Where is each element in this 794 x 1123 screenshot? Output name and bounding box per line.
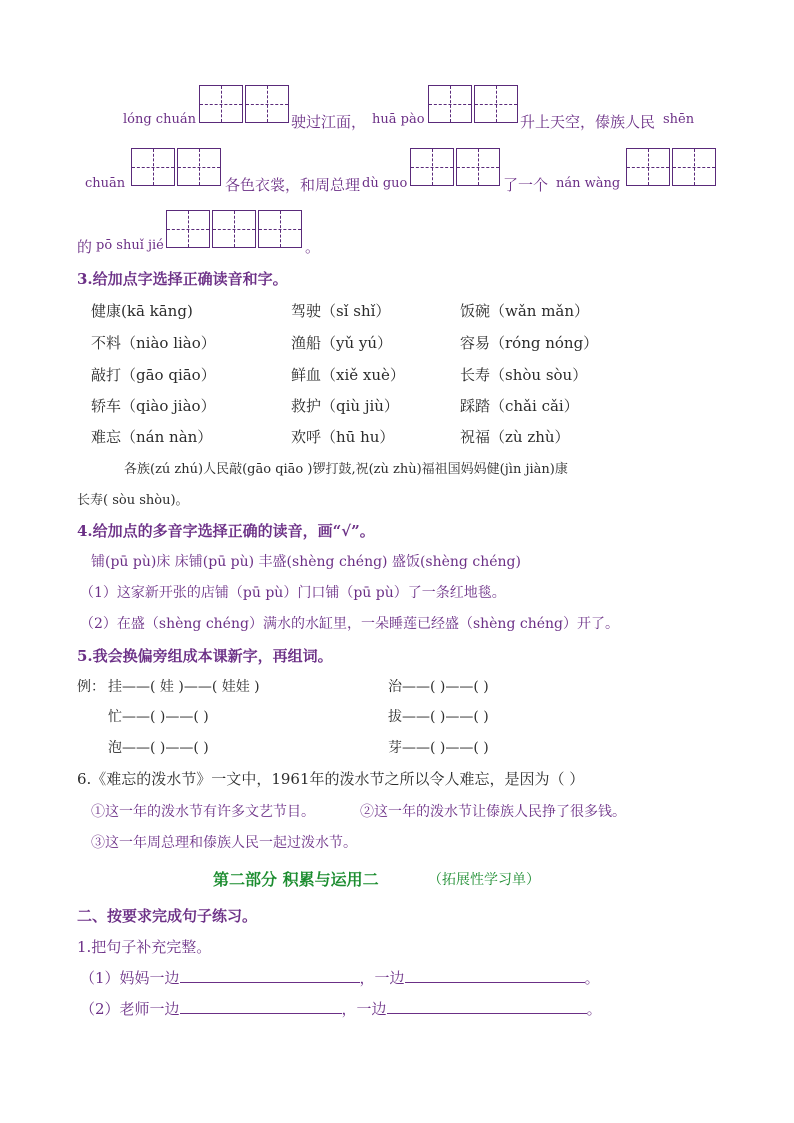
- option-3[interactable]: ③这一年周总理和傣族人民一起过泼水节。: [91, 835, 357, 851]
- text-segment: 驶过江面，: [291, 113, 367, 131]
- sentence-middle: ，一边: [341, 1000, 387, 1018]
- choice-item: 渔船（yǔ yú）: [291, 334, 393, 352]
- pinyin-nan-wang: nán wàng: [556, 176, 621, 191]
- question-5-title: 5.我会换偏旁组成本课新字，再组词。: [77, 647, 333, 665]
- writing-box[interactable]: [166, 210, 210, 248]
- writing-box[interactable]: [212, 210, 256, 248]
- pinyin-du-guo: dù guo: [362, 176, 408, 191]
- blank-line[interactable]: [387, 999, 587, 1014]
- writing-box[interactable]: [428, 85, 472, 123]
- blank-line[interactable]: [180, 968, 360, 983]
- writing-box[interactable]: [177, 148, 221, 186]
- text-segment: 升上天空，傣族人民: [520, 113, 656, 131]
- choice-item: 踩踏（chǎi cǎi）: [460, 397, 579, 415]
- writing-box[interactable]: [626, 148, 670, 186]
- pinyin-chuan: chuān: [85, 176, 126, 191]
- radical-row: 芽——( )——( ): [388, 740, 489, 756]
- example-label: 例：: [77, 679, 105, 695]
- option-2[interactable]: ②这一年的泼水节让傣族人民挣了很多钱。: [360, 804, 626, 820]
- choice-item: 不料（niào liào）: [91, 334, 216, 352]
- polyphone-row: 铺(pū pù)床 床铺(pū pù) 丰盛(shèng chéng) 盛饭(shèng chéng): [91, 554, 521, 570]
- radical-row: 治——( )——( ): [388, 679, 489, 695]
- choice-item: 驾驶（sǐ shǐ）: [291, 302, 391, 320]
- choice-item: 轿车（qiào jiào）: [91, 397, 216, 415]
- section-2-question-1: 1.把句子补充完整。: [77, 938, 212, 956]
- choice-item: 难忘（nán nàn）: [91, 428, 213, 446]
- radical-row: 挂——( 娃 )——( 娃娃 ): [108, 679, 260, 695]
- text-segment: 。: [305, 238, 321, 256]
- text-segment: 的: [77, 238, 93, 256]
- writing-box[interactable]: [245, 85, 289, 123]
- part-2-subheading: （拓展性学习单）: [428, 872, 540, 888]
- question-3-title: 3.给加点字选择正确读音和字。: [77, 270, 288, 288]
- choice-item: 欢呼（hū hu）: [291, 428, 395, 446]
- question-6-title: 6.《难忘的泼水节》一文中，1961年的泼水节之所以令人难忘，是因为（ ）: [77, 770, 585, 788]
- text-segment: 了一个: [503, 176, 549, 194]
- section-2-title: 二、按要求完成句子练习。: [77, 907, 258, 925]
- sentence-line: 长寿( sòu shòu)。: [77, 493, 189, 508]
- radical-row: 忙——( )——( ): [108, 709, 209, 725]
- writing-box[interactable]: [410, 148, 454, 186]
- radical-row: 泡——( )——( ): [108, 740, 209, 756]
- choice-item: 容易（róng nóng）: [460, 334, 599, 352]
- writing-box[interactable]: [456, 148, 500, 186]
- sentence-middle: ，一边: [359, 969, 405, 987]
- sentence-line: 各族(zú zhú)人民敲(gāo qiāo )锣打鼓,祝(zù zhù)福祖国妈妈健(jìn jiàn)康: [124, 462, 568, 477]
- sentence-end: 。: [584, 969, 600, 987]
- polyphone-sentence-1: （1）这家新开张的店铺（pū pù）门口铺（pū pù）了一条红地毯。: [80, 585, 506, 601]
- pinyin-po-shui-jie: pō shuǐ jié: [96, 238, 164, 253]
- completion-sentence-2: [80, 998, 602, 1019]
- part-2-heading: 第二部分 积累与运用二: [213, 870, 379, 889]
- writing-box[interactable]: [199, 85, 243, 123]
- choice-item: 救护（qiù jiù）: [291, 397, 399, 415]
- sentence-start: （2）老师一边: [80, 1000, 180, 1018]
- text-segment: 各色衣裳，和周总理: [225, 176, 361, 194]
- choice-item: 健康(kā kāng): [91, 302, 193, 320]
- sentence-start: （1）妈妈一边: [80, 969, 180, 987]
- choice-item: 长寿（shòu sòu）: [460, 366, 588, 384]
- pinyin-shen: shēn: [663, 112, 695, 127]
- blank-line[interactable]: [405, 968, 585, 983]
- pinyin-hua-pao: huā pào: [372, 112, 425, 127]
- choice-item: 饭碗（wǎn mǎn）: [460, 302, 590, 320]
- option-1[interactable]: ①这一年的泼水节有许多文艺节目。: [91, 804, 315, 820]
- writing-box[interactable]: [258, 210, 302, 248]
- sentence-end: 。: [586, 1000, 602, 1018]
- pinyin-long-chuan: lóng chuán: [123, 112, 196, 127]
- writing-box[interactable]: [131, 148, 175, 186]
- question-4-title: 4.给加点的多音字选择正确的读音，画“√”。: [77, 522, 375, 540]
- radical-row: 拔——( )——( ): [388, 709, 489, 725]
- writing-box[interactable]: [672, 148, 716, 186]
- choice-item: 鲜血（xiě xuè）: [291, 366, 405, 384]
- completion-sentence-1: [80, 967, 600, 988]
- choice-item: 敲打（gāo qiāo）: [91, 366, 216, 384]
- writing-box[interactable]: [474, 85, 518, 123]
- polyphone-sentence-2: （2）在盛（shèng chéng）满水的水缸里，一朵睡莲已经盛（shèng chéng）开了。: [80, 616, 619, 632]
- choice-item: 祝福（zù zhù）: [460, 428, 570, 446]
- blank-line[interactable]: [180, 999, 342, 1014]
